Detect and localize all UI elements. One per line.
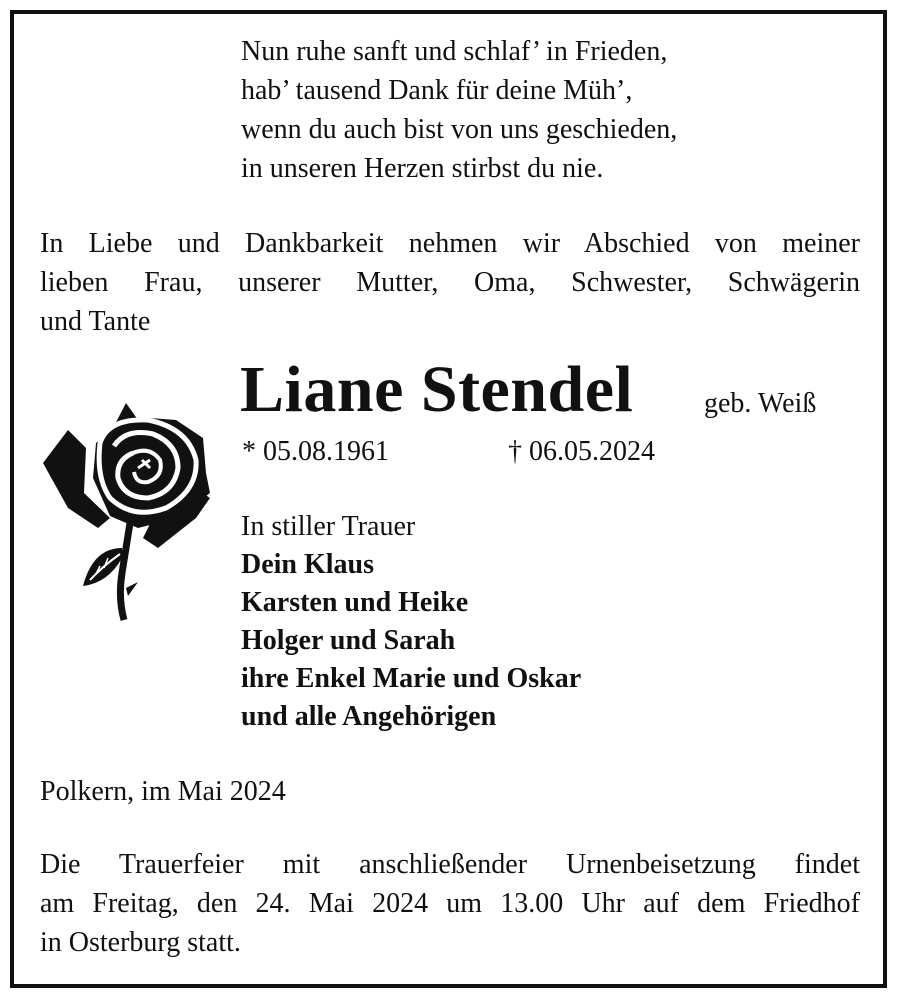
mourner-name: Holger und Sarah (241, 625, 456, 656)
poem (241, 32, 677, 188)
poem-line: hab’ tausend Dank für deine Müh’, (241, 75, 633, 106)
rose-icon (38, 398, 213, 623)
poem-line: Nun ruhe sanft und schlaf’ in Frieden, (241, 36, 668, 67)
deceased-name: Liane Stendel (240, 353, 634, 426)
mourner-name: Karsten und Heike (241, 587, 469, 618)
intro-text (40, 224, 860, 341)
intro-line: und Tante (40, 306, 151, 337)
birth-name: geb. Weiß (704, 388, 817, 419)
intro-line: lieben Frau, unserer Mutter, Oma, Schwester, Schwägerin (40, 267, 860, 298)
ceremony-info (40, 845, 860, 962)
mourner-name: ihre Enkel Marie und Oskar (241, 663, 582, 694)
birth-date: * 05.08.1961 (242, 436, 389, 467)
poem-line: in unseren Herzen stirbst du nie. (241, 153, 604, 184)
mourner-name: Dein Klaus (241, 549, 375, 580)
mourner-name: und alle Angehörigen (241, 701, 497, 732)
place-date: Polkern, im Mai 2024 (40, 776, 286, 807)
ceremony-line: Die Trauerfeier mit anschließender Urnenbeisetzung findet (40, 849, 860, 880)
poem-line: wenn du auch bist von uns geschieden, (241, 114, 678, 145)
intro-line: In Liebe und Dankbarkeit nehmen wir Abschied von meiner (40, 228, 860, 259)
ceremony-line: am Freitag, den 24. Mai 2024 um 13.00 Uhr auf dem Friedhof (40, 888, 860, 919)
mourners (241, 508, 581, 736)
death-date: † 06.05.2024 (508, 436, 655, 467)
ceremony-line: in Osterburg statt. (40, 927, 241, 958)
mourners-heading: In stiller Trauer (241, 511, 416, 542)
